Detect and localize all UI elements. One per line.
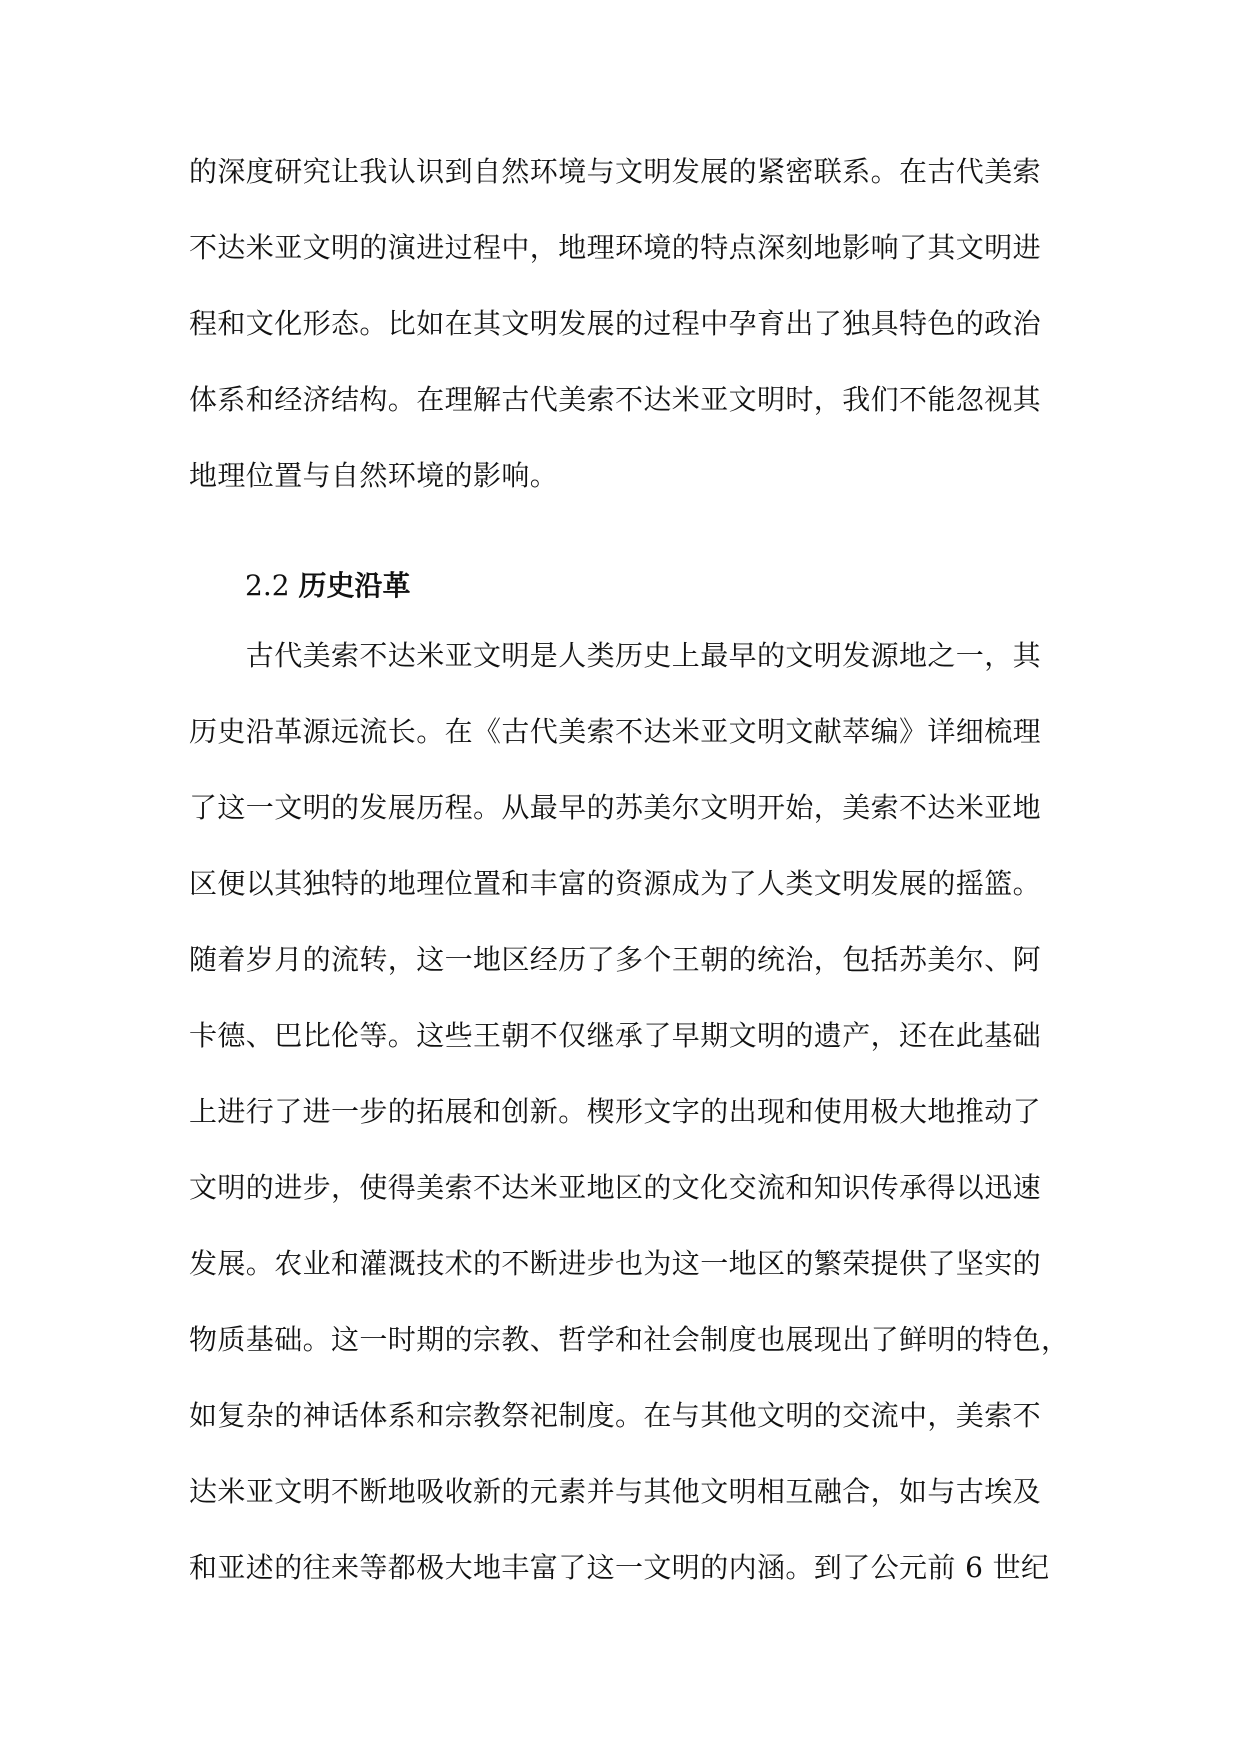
paragraph-line: 物质基础。这一时期的宗教、哲学和社会制度也展现出了鲜明的特色， (189, 1323, 1070, 1356)
section-number: 2.2 (245, 569, 290, 602)
history-paragraph (189, 630, 1069, 1618)
paragraph-line: 古代美索不达米亚文明是人类历史上最早的文明发源地之一，其 (189, 639, 1042, 672)
paragraph-line: 的深度研究让我认识到自然环境与文明发展的紧密联系。在古代美索 (189, 155, 1042, 188)
paragraph-line: 和亚述的往来等都极大地丰富了这一文明的内涵。到了公元前 6 世纪 (189, 1551, 1050, 1584)
paragraph-line: 如复杂的神话体系和宗教祭祀制度。在与其他文明的交流中，美索不 (189, 1399, 1042, 1432)
paragraph-line: 卡德、巴比伦等。这些王朝不仅继承了早期文明的遗产，还在此基础 (189, 1019, 1042, 1052)
paragraph-line: 随着岁月的流转，这一地区经历了多个王朝的统治，包括苏美尔、阿 (189, 943, 1042, 976)
paragraph-line: 上进行了进一步的拓展和创新。楔形文字的出现和使用极大地推动了 (189, 1095, 1042, 1128)
section-heading (245, 560, 410, 612)
paragraph-line: 地理位置与自然环境的影响。 (189, 459, 559, 492)
paragraph-line: 区便以其独特的地理位置和丰富的资源成为了人类文明发展的摇篮。 (189, 867, 1042, 900)
intro-paragraph (189, 146, 1069, 526)
paragraph-line: 体系和经济结构。在理解古代美索不达米亚文明时，我们不能忽视其 (189, 383, 1042, 416)
paragraph-line: 不达米亚文明的演进过程中，地理环境的特点深刻地影响了其文明进 (189, 231, 1042, 264)
paragraph-line: 文明的进步，使得美索不达米亚地区的文化交流和知识传承得以迅速 (189, 1171, 1042, 1204)
section-title: 历史沿革 (298, 569, 411, 602)
paragraph-line: 历史沿革源远流长。在《古代美索不达米亚文明文献萃编》详细梳理 (189, 715, 1042, 748)
paragraph-line: 发展。农业和灌溉技术的不断进步也为这一地区的繁荣提供了坚实的 (189, 1247, 1042, 1280)
paragraph-line: 达米亚文明不断地吸收新的元素并与其他文明相互融合，如与古埃及 (189, 1475, 1042, 1508)
paragraph-line: 程和文化形态。比如在其文明发展的过程中孕育出了独具特色的政治 (189, 307, 1042, 340)
paragraph-line: 了这一文明的发展历程。从最早的苏美尔文明开始，美索不达米亚地 (189, 791, 1042, 824)
